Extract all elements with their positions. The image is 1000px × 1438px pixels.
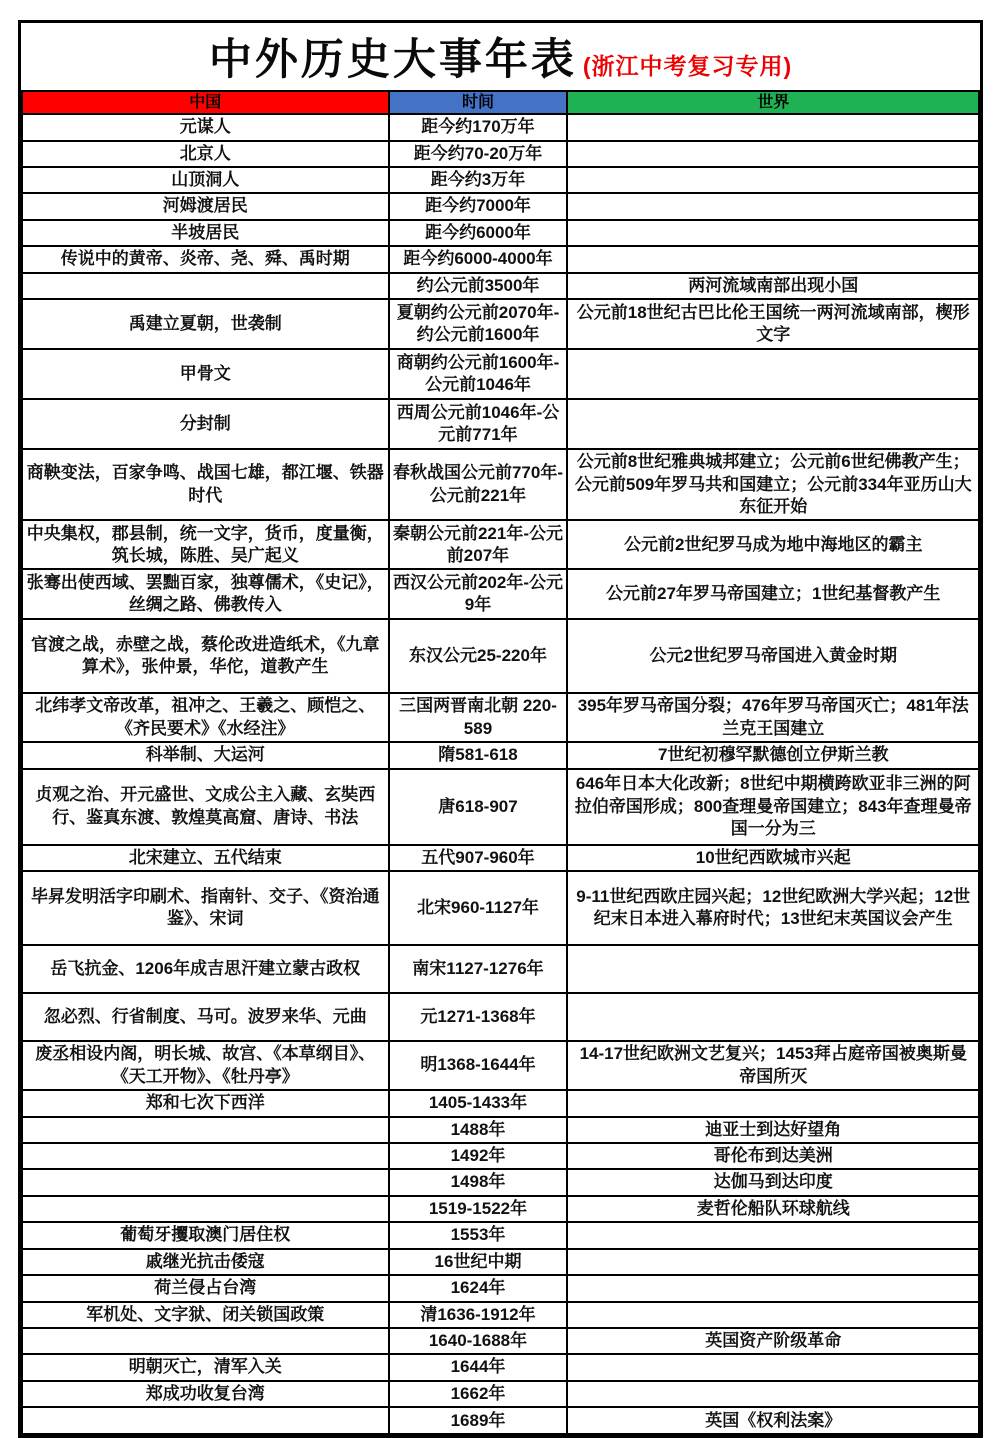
time-cell: 1488年 <box>389 1117 568 1143</box>
table-row <box>22 1249 979 1275</box>
time-cell: 1689年 <box>389 1407 568 1434</box>
table-row <box>22 167 979 193</box>
china-cell: 张骞出使西域、罢黜百家，独尊儒术，《史记》，丝绸之路、佛教传入 <box>22 569 389 619</box>
world-cell: 公元2世纪罗马帝国进入黄金时期 <box>567 619 979 693</box>
world-cell: 达伽马到达印度 <box>567 1169 979 1195</box>
world-cell: 麦哲伦船队环球航线 <box>567 1196 979 1222</box>
china-cell: 废丞相设内阁，明长城、故宫、《本草纲目》、《天工开物》、《牡丹亭》 <box>22 1041 389 1090</box>
world-cell: 公元前27年罗马帝国建立；1世纪基督教产生 <box>567 569 979 619</box>
timeline-table <box>21 90 980 1435</box>
table-row <box>22 845 979 871</box>
china-cell <box>22 1407 389 1434</box>
table-row <box>22 1381 979 1407</box>
table-row <box>22 871 979 945</box>
time-cell: 距今约6000年 <box>389 220 568 246</box>
china-cell <box>22 1169 389 1195</box>
china-cell: 岳飞抗金、1206年成吉思汗建立蒙古政权 <box>22 945 389 993</box>
china-cell: 葡萄牙攫取澳门居住权 <box>22 1222 389 1248</box>
china-cell: 官渡之战，赤壁之战，蔡伦改进造纸术，《九章算术》，张仲景，华佗，道教产生 <box>22 619 389 693</box>
table-row <box>22 1090 979 1116</box>
time-cell: 唐618-907 <box>389 769 568 845</box>
china-cell: 科举制、大运河 <box>22 742 389 768</box>
table-row <box>22 449 979 520</box>
china-cell <box>22 273 389 299</box>
table-row <box>22 619 979 693</box>
table-row <box>22 769 979 845</box>
china-cell: 郑和七次下西洋 <box>22 1090 389 1116</box>
time-cell: 三国两晋南北朝 220-589 <box>389 693 568 742</box>
table-row <box>22 299 979 349</box>
table-row <box>22 1117 979 1143</box>
header-time: 时间 <box>389 91 568 114</box>
world-cell <box>567 1222 979 1248</box>
table-row <box>22 1196 979 1222</box>
table-row <box>22 1169 979 1195</box>
table-row <box>22 1041 979 1090</box>
table-row <box>22 349 979 399</box>
china-cell <box>22 1143 389 1169</box>
time-cell: 北宋960-1127年 <box>389 871 568 945</box>
world-cell: 公元前2世纪罗马成为地中海地区的霸主 <box>567 520 979 569</box>
world-cell <box>567 193 979 219</box>
world-cell: 14-17世纪欧洲文艺复兴；1453拜占庭帝国被奥斯曼帝国所灭 <box>567 1041 979 1090</box>
table-row <box>22 1222 979 1248</box>
time-cell: 距今约170万年 <box>389 114 568 140</box>
world-cell <box>567 141 979 167</box>
world-cell <box>567 1354 979 1380</box>
china-cell: 北纬孝文帝改革，祖冲之、王羲之、顾恺之、《齐民要术》《水经注》 <box>22 693 389 742</box>
time-cell: 1498年 <box>389 1169 568 1195</box>
world-cell: 9-11世纪西欧庄园兴起；12世纪欧洲大学兴起；12世纪末日本进入幕府时代；13世纪末英国议会产生 <box>567 871 979 945</box>
time-cell: 商朝约公元前1600年-公元前1046年 <box>389 349 568 399</box>
world-cell <box>567 993 979 1041</box>
table-row <box>22 569 979 619</box>
table-row <box>22 1407 979 1434</box>
table-row <box>22 993 979 1041</box>
china-cell: 军机处、文字狱、闭关锁国政策 <box>22 1302 389 1328</box>
table-row <box>22 520 979 569</box>
time-cell: 1492年 <box>389 1143 568 1169</box>
world-cell: 迪亚士到达好望角 <box>567 1117 979 1143</box>
china-cell <box>22 1196 389 1222</box>
time-cell: 1519-1522年 <box>389 1196 568 1222</box>
world-cell <box>567 945 979 993</box>
time-cell: 距今约6000-4000年 <box>389 246 568 272</box>
table-row <box>22 1354 979 1380</box>
time-cell: 1405-1433年 <box>389 1090 568 1116</box>
title-text: 中外历史大事年表 <box>208 36 577 84</box>
china-cell <box>22 1328 389 1354</box>
history-timeline-sheet <box>18 20 983 1438</box>
china-cell: 分封制 <box>22 399 389 449</box>
time-cell: 隋581-618 <box>389 742 568 768</box>
china-cell: 中央集权，郡县制，统一文字，货币，度量衡，筑长城，陈胜、吴广起义 <box>22 520 389 569</box>
world-cell <box>567 167 979 193</box>
time-cell: 东汉公元25-220年 <box>389 619 568 693</box>
page-title <box>21 23 980 90</box>
china-cell: 甲骨文 <box>22 349 389 399</box>
world-cell: 哥伦布到达美洲 <box>567 1143 979 1169</box>
time-cell: 16世纪中期 <box>389 1249 568 1275</box>
time-cell: 西周公元前1046年-公元前771年 <box>389 399 568 449</box>
table-row <box>22 742 979 768</box>
time-cell: 1644年 <box>389 1354 568 1380</box>
world-cell <box>567 1090 979 1116</box>
header-row <box>22 91 979 114</box>
table-row <box>22 945 979 993</box>
header-china: 中国 <box>22 91 389 114</box>
china-cell: 郑成功收复台湾 <box>22 1381 389 1407</box>
world-cell <box>567 220 979 246</box>
table-row <box>22 399 979 449</box>
world-cell <box>567 1275 979 1301</box>
world-cell <box>567 349 979 399</box>
china-cell: 忽必烈、行省制度、马可。波罗来华、元曲 <box>22 993 389 1041</box>
time-cell: 春秋战国公元前770年-公元前221年 <box>389 449 568 520</box>
table-row <box>22 1328 979 1354</box>
world-cell <box>567 114 979 140</box>
china-cell: 商鞅变法，百家争鸣、战国七雄，都江堰、铁器时代 <box>22 449 389 520</box>
time-cell: 南宋1127-1276年 <box>389 945 568 993</box>
china-cell: 贞观之治、开元盛世、文成公主入藏、玄奘西行、鉴真东渡、敦煌莫高窟、唐诗、书法 <box>22 769 389 845</box>
china-cell: 北宋建立、五代结束 <box>22 845 389 871</box>
time-cell: 1553年 <box>389 1222 568 1248</box>
table-row <box>22 273 979 299</box>
china-cell: 元谋人 <box>22 114 389 140</box>
time-cell: 距今约3万年 <box>389 167 568 193</box>
world-cell: 395年罗马帝国分裂；476年罗马帝国灭亡；481年法兰克王国建立 <box>567 693 979 742</box>
table-row <box>22 220 979 246</box>
china-cell: 北京人 <box>22 141 389 167</box>
world-cell: 公元前18世纪古巴比伦王国统一两河流域南部，楔形文字 <box>567 299 979 349</box>
table-row <box>22 141 979 167</box>
china-cell: 戚继光抗击倭寇 <box>22 1249 389 1275</box>
world-cell: 10世纪西欧城市兴起 <box>567 845 979 871</box>
table-row <box>22 693 979 742</box>
time-cell: 秦朝公元前221年-公元前207年 <box>389 520 568 569</box>
time-cell: 1662年 <box>389 1381 568 1407</box>
time-cell: 五代907-960年 <box>389 845 568 871</box>
world-cell: 7世纪初穆罕默德创立伊斯兰教 <box>567 742 979 768</box>
world-cell <box>567 1302 979 1328</box>
china-cell: 禹建立夏朝，世袭制 <box>22 299 389 349</box>
table-row <box>22 246 979 272</box>
world-cell <box>567 1249 979 1275</box>
table-row <box>22 1275 979 1301</box>
china-cell: 河姆渡居民 <box>22 193 389 219</box>
world-cell <box>567 399 979 449</box>
world-cell <box>567 1381 979 1407</box>
time-cell: 西汉公元前202年-公元9年 <box>389 569 568 619</box>
china-cell: 明朝灭亡，清军入关 <box>22 1354 389 1380</box>
china-cell: 毕昇发明活字印刷术、指南针、交子、《资治通鉴》、宋词 <box>22 871 389 945</box>
china-cell <box>22 1117 389 1143</box>
table-row <box>22 1302 979 1328</box>
world-cell: 英国《权利法案》 <box>567 1407 979 1434</box>
world-cell: 646年日本大化改新；8世纪中期横跨欧亚非三洲的阿拉伯帝国形成；800查理曼帝国建立；843年查理曼帝国一分为三 <box>567 769 979 845</box>
china-cell: 传说中的黄帝、炎帝、尧、舜、禹时期 <box>22 246 389 272</box>
world-cell: 公元前8世纪雅典城邦建立；公元前6世纪佛教产生；公元前509年罗马共和国建立；公元前334年亚历山大东征开始 <box>567 449 979 520</box>
world-cell <box>567 246 979 272</box>
time-cell: 清1636-1912年 <box>389 1302 568 1328</box>
time-cell: 明1368-1644年 <box>389 1041 568 1090</box>
world-cell: 两河流域南部出现小国 <box>567 273 979 299</box>
title-subtitle: (浙江中考复习专用) <box>582 53 793 79</box>
table-row <box>22 1143 979 1169</box>
time-cell: 距今约7000年 <box>389 193 568 219</box>
time-cell: 1624年 <box>389 1275 568 1301</box>
time-cell: 夏朝约公元前2070年-约公元前1600年 <box>389 299 568 349</box>
china-cell: 山顶洞人 <box>22 167 389 193</box>
china-cell: 荷兰侵占台湾 <box>22 1275 389 1301</box>
table-row <box>22 193 979 219</box>
table-row <box>22 114 979 140</box>
time-cell: 1640-1688年 <box>389 1328 568 1354</box>
time-cell: 距今约70-20万年 <box>389 141 568 167</box>
time-cell: 约公元前3500年 <box>389 273 568 299</box>
china-cell: 半坡居民 <box>22 220 389 246</box>
header-world: 世界 <box>567 91 979 114</box>
timeline-table-body <box>22 114 979 1434</box>
time-cell: 元1271-1368年 <box>389 993 568 1041</box>
world-cell: 英国资产阶级革命 <box>567 1328 979 1354</box>
